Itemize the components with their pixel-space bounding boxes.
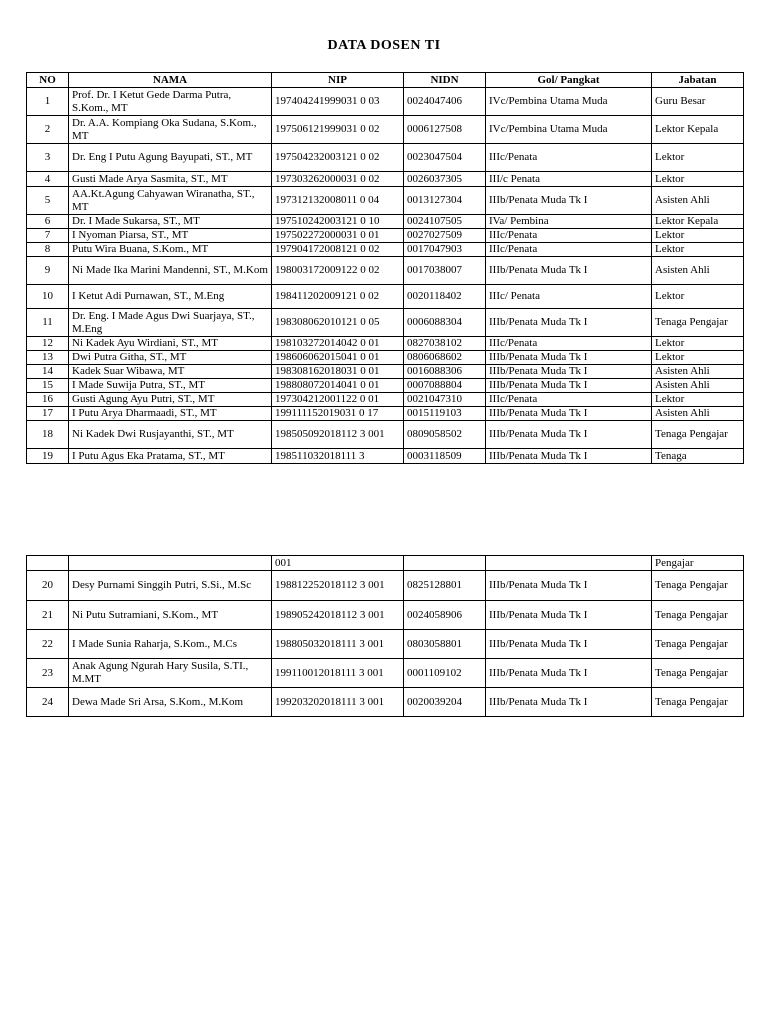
- nip-value: 198308062010121 0 05: [272, 309, 404, 337]
- row-number: 16: [27, 393, 69, 407]
- lecturer-name: Dr. Eng I Putu Agung Bayupati, ST., MT: [69, 144, 272, 172]
- nidn-value: 0026037305: [404, 172, 486, 187]
- row-number: 17: [27, 407, 69, 421]
- rank-value: III/c Penata: [486, 172, 652, 187]
- nidn-value: 0024047406: [404, 88, 486, 116]
- table-row: [27, 556, 744, 571]
- rank-value: IIIb/Penata Muda Tk I: [486, 688, 652, 717]
- position-value: Guru Besar: [652, 88, 744, 116]
- rank-value: IVc/Pembina Utama Muda: [486, 116, 652, 144]
- lecturer-name: I Made Sunia Raharja, S.Kom., M.Cs: [69, 630, 272, 659]
- lecturer-name: Kadek Suar Wibawa, MT: [69, 365, 272, 379]
- lecturer-name: Desy Purnami Singgih Putri, S.Si., M.Sc: [69, 571, 272, 601]
- row-number: 11: [27, 309, 69, 337]
- position-value: Lektor: [652, 144, 744, 172]
- page-title: DATA DOSEN TI: [327, 38, 441, 53]
- rank-value: IIIb/Penata Muda Tk I: [486, 309, 652, 337]
- rank-value: IIIc/ Penata: [486, 285, 652, 309]
- position-value: Lektor Kepala: [652, 215, 744, 229]
- lecturer-name: Dr. A.A. Kompiang Oka Sudana, S.Kom., MT: [69, 116, 272, 144]
- nidn-value: 0023047504: [404, 144, 486, 172]
- rank-value: IVa/ Pembina: [486, 215, 652, 229]
- lecturer-name: Gusti Agung Ayu Putri, ST., MT: [69, 393, 272, 407]
- rank-value: IIIb/Penata Muda Tk I: [486, 571, 652, 601]
- table-row: [27, 215, 744, 229]
- nip-value: 198606062015041 0 01: [272, 351, 404, 365]
- rank-value: IIIb/Penata Muda Tk I: [486, 659, 652, 688]
- nidn-value: 0017038007: [404, 257, 486, 285]
- lecturer-name: Dr. I Made Sukarsa, ST., MT: [69, 215, 272, 229]
- header-nidn: NIDN: [404, 73, 486, 88]
- nip-value: 197904172008121 0 02: [272, 243, 404, 257]
- row-number: 23: [27, 659, 69, 688]
- row-number: 4: [27, 172, 69, 187]
- table-row: [27, 365, 744, 379]
- rank-value: IIIb/Penata Muda Tk I: [486, 601, 652, 630]
- position-value: Tenaga Pengajar: [652, 571, 744, 601]
- nidn-value: 0020118402: [404, 285, 486, 309]
- nip-value: 197312132008011 0 04: [272, 187, 404, 215]
- nidn-value: 0016088306: [404, 365, 486, 379]
- nidn-value: 0003118509: [404, 449, 486, 464]
- row-number: 22: [27, 630, 69, 659]
- nidn-value: 0007088804: [404, 379, 486, 393]
- table-row: [27, 659, 744, 688]
- rank-value: IIIc/Penata: [486, 229, 652, 243]
- row-number: 6: [27, 215, 69, 229]
- table-row: [27, 421, 744, 449]
- table-row: [27, 172, 744, 187]
- nidn-value: 0017047903: [404, 243, 486, 257]
- table-row: [27, 116, 744, 144]
- rank-value: IIIb/Penata Muda Tk I: [486, 257, 652, 285]
- row-number: [27, 556, 69, 571]
- nip-value: 198805032018111 3 001: [272, 630, 404, 659]
- table-row: [27, 337, 744, 351]
- row-number: 15: [27, 379, 69, 393]
- lecturer-name: I Putu Arya Dharmaadi, ST., MT: [69, 407, 272, 421]
- lecturer-name: Ni Putu Sutramiani, S.Kom., MT: [69, 601, 272, 630]
- nip-value: 198905242018112 3 001: [272, 601, 404, 630]
- row-number: 12: [27, 337, 69, 351]
- row-number: 24: [27, 688, 69, 717]
- rank-value: IIIb/Penata Muda Tk I: [486, 365, 652, 379]
- position-value: Lektor: [652, 285, 744, 309]
- nip-value: 198511032018111 3: [272, 449, 404, 464]
- position-value: Asisten Ahli: [652, 257, 744, 285]
- nip-value: 198808072014041 0 01: [272, 379, 404, 393]
- lecturer-name: I Ketut Adi Purnawan, ST., M.Eng: [69, 285, 272, 309]
- position-value: Lektor: [652, 337, 744, 351]
- table-row: [27, 229, 744, 243]
- lecturer-name: Dr. Eng. I Made Agus Dwi Suarjaya, ST., M.Eng: [69, 309, 272, 337]
- row-number: 9: [27, 257, 69, 285]
- table-row: [27, 630, 744, 659]
- position-value: Asisten Ahli: [652, 187, 744, 215]
- table-row: [27, 393, 744, 407]
- nip-value: 198003172009122 0 02: [272, 257, 404, 285]
- lecturer-name: Putu Wira Buana, S.Kom., MT: [69, 243, 272, 257]
- nidn-value: [404, 556, 486, 571]
- position-value: Tenaga: [652, 449, 744, 464]
- rank-value: IIIc/Penata: [486, 243, 652, 257]
- nidn-value: 0015119103: [404, 407, 486, 421]
- position-value: Asisten Ahli: [652, 365, 744, 379]
- lecturer-name: [69, 556, 272, 571]
- lecturer-name: Prof. Dr. I Ketut Gede Darma Putra, S.Kom., MT: [69, 88, 272, 116]
- table-row: [27, 309, 744, 337]
- position-value: Tenaga Pengajar: [652, 601, 744, 630]
- row-number: 21: [27, 601, 69, 630]
- lecturer-name: I Nyoman Piarsa, ST., MT: [69, 229, 272, 243]
- nip-value: 197404241999031 0 03: [272, 88, 404, 116]
- position-value: Lektor Kepala: [652, 116, 744, 144]
- lecturer-name: Ni Made Ika Marini Mandenni, ST., M.Kom: [69, 257, 272, 285]
- row-number: 19: [27, 449, 69, 464]
- nip-value: 197510242003121 0 10: [272, 215, 404, 229]
- nidn-value: 0024107505: [404, 215, 486, 229]
- nidn-value: 0809058502: [404, 421, 486, 449]
- position-value: Tenaga Pengajar: [652, 309, 744, 337]
- table-header-row: [27, 73, 744, 88]
- lecturer-name: I Made Suwija Putra, ST., MT: [69, 379, 272, 393]
- header-nama: NAMA: [69, 73, 272, 88]
- nip-value: 198103272014042 0 01: [272, 337, 404, 351]
- position-value: Tenaga Pengajar: [652, 630, 744, 659]
- rank-value: IIIc/Penata: [486, 337, 652, 351]
- table-row: [27, 88, 744, 116]
- row-number: 2: [27, 116, 69, 144]
- position-value: Tenaga Pengajar: [652, 421, 744, 449]
- nidn-value: 0006127508: [404, 116, 486, 144]
- row-number: 8: [27, 243, 69, 257]
- rank-value: IIIb/Penata Muda Tk I: [486, 449, 652, 464]
- lecturer-name: Anak Agung Ngurah Hary Susila, S.TI., M.MT: [69, 659, 272, 688]
- row-number: 10: [27, 285, 69, 309]
- position-value: Tenaga Pengajar: [652, 688, 744, 717]
- rank-value: IIIb/Penata Muda Tk I: [486, 379, 652, 393]
- table-row: [27, 243, 744, 257]
- nip-value: 197502272000031 0 01: [272, 229, 404, 243]
- nidn-value: 0803058801: [404, 630, 486, 659]
- header-gol-pangkat: Gol/ Pangkat: [486, 73, 652, 88]
- row-number: 13: [27, 351, 69, 365]
- row-number: 14: [27, 365, 69, 379]
- position-value: Lektor: [652, 393, 744, 407]
- lecturer-name: AA.Kt.Agung Cahyawan Wiranatha, ST., MT: [69, 187, 272, 215]
- nidn-value: 0001109102: [404, 659, 486, 688]
- row-number: 3: [27, 144, 69, 172]
- table-row: [27, 285, 744, 309]
- nidn-value: 0827038102: [404, 337, 486, 351]
- nip-value: 197304212001122 0 01: [272, 393, 404, 407]
- table-row: [27, 688, 744, 717]
- rank-value: [486, 556, 652, 571]
- header-nip: NIP: [272, 73, 404, 88]
- nidn-value: 0027027509: [404, 229, 486, 243]
- rank-value: IIIb/Penata Muda Tk I: [486, 421, 652, 449]
- position-value: Lektor: [652, 172, 744, 187]
- lecturer-table-continued: [26, 555, 744, 717]
- table-row: [27, 601, 744, 630]
- nip-value: 001: [272, 556, 404, 571]
- table-row: [27, 144, 744, 172]
- table-row: [27, 379, 744, 393]
- rank-value: IIIb/Penata Muda Tk I: [486, 351, 652, 365]
- header-no: NO: [27, 73, 69, 88]
- rank-value: IIIb/Penata Muda Tk I: [486, 407, 652, 421]
- position-value: Lektor: [652, 351, 744, 365]
- nidn-value: 0825128801: [404, 571, 486, 601]
- nidn-value: 0021047310: [404, 393, 486, 407]
- nip-value: 198411202009121 0 02: [272, 285, 404, 309]
- lecturer-name: Ni Kadek Ayu Wirdiani, ST., MT: [69, 337, 272, 351]
- nip-value: 198812252018112 3 001: [272, 571, 404, 601]
- lecturer-table: [26, 72, 744, 464]
- position-value: Lektor: [652, 243, 744, 257]
- rank-value: IIIb/Penata Muda Tk I: [486, 187, 652, 215]
- nip-value: 199111152019031 0 17: [272, 407, 404, 421]
- header-jabatan: Jabatan: [652, 73, 744, 88]
- nip-value: 199203202018111 3 001: [272, 688, 404, 717]
- row-number: 7: [27, 229, 69, 243]
- lecturer-name: Dwi Putra Githa, ST., MT: [69, 351, 272, 365]
- row-number: 1: [27, 88, 69, 116]
- nip-value: 199110012018111 3 001: [272, 659, 404, 688]
- nip-value: 198308162018031 0 01: [272, 365, 404, 379]
- table-row: [27, 257, 744, 285]
- nip-value: 197504232003121 0 02: [272, 144, 404, 172]
- rank-value: IIIc/Penata: [486, 393, 652, 407]
- nidn-value: 0020039204: [404, 688, 486, 717]
- nip-value: 197303262000031 0 02: [272, 172, 404, 187]
- nidn-value: 0024058906: [404, 601, 486, 630]
- lecturer-name: I Putu Agus Eka Pratama, ST., MT: [69, 449, 272, 464]
- position-value: Pengajar: [652, 556, 744, 571]
- table-row: [27, 351, 744, 365]
- nidn-value: 0806068602: [404, 351, 486, 365]
- lecturer-name: Dewa Made Sri Arsa, S.Kom., M.Kom: [69, 688, 272, 717]
- table-row: [27, 187, 744, 215]
- row-number: 18: [27, 421, 69, 449]
- rank-value: IIIb/Penata Muda Tk I: [486, 630, 652, 659]
- nip-value: 197506121999031 0 02: [272, 116, 404, 144]
- table-row: [27, 571, 744, 601]
- position-value: Asisten Ahli: [652, 379, 744, 393]
- rank-value: IIIc/Penata: [486, 144, 652, 172]
- row-number: 20: [27, 571, 69, 601]
- lecturer-name: Ni Kadek Dwi Rusjayanthi, ST., MT: [69, 421, 272, 449]
- position-value: Asisten Ahli: [652, 407, 744, 421]
- table-row: [27, 407, 744, 421]
- lecturer-name: Gusti Made Arya Sasmita, ST., MT: [69, 172, 272, 187]
- nidn-value: 0013127304: [404, 187, 486, 215]
- row-number: 5: [27, 187, 69, 215]
- table-row: [27, 449, 744, 464]
- nip-value: 198505092018112 3 001: [272, 421, 404, 449]
- rank-value: IVc/Pembina Utama Muda: [486, 88, 652, 116]
- nidn-value: 0006088304: [404, 309, 486, 337]
- position-value: Lektor: [652, 229, 744, 243]
- position-value: Tenaga Pengajar: [652, 659, 744, 688]
